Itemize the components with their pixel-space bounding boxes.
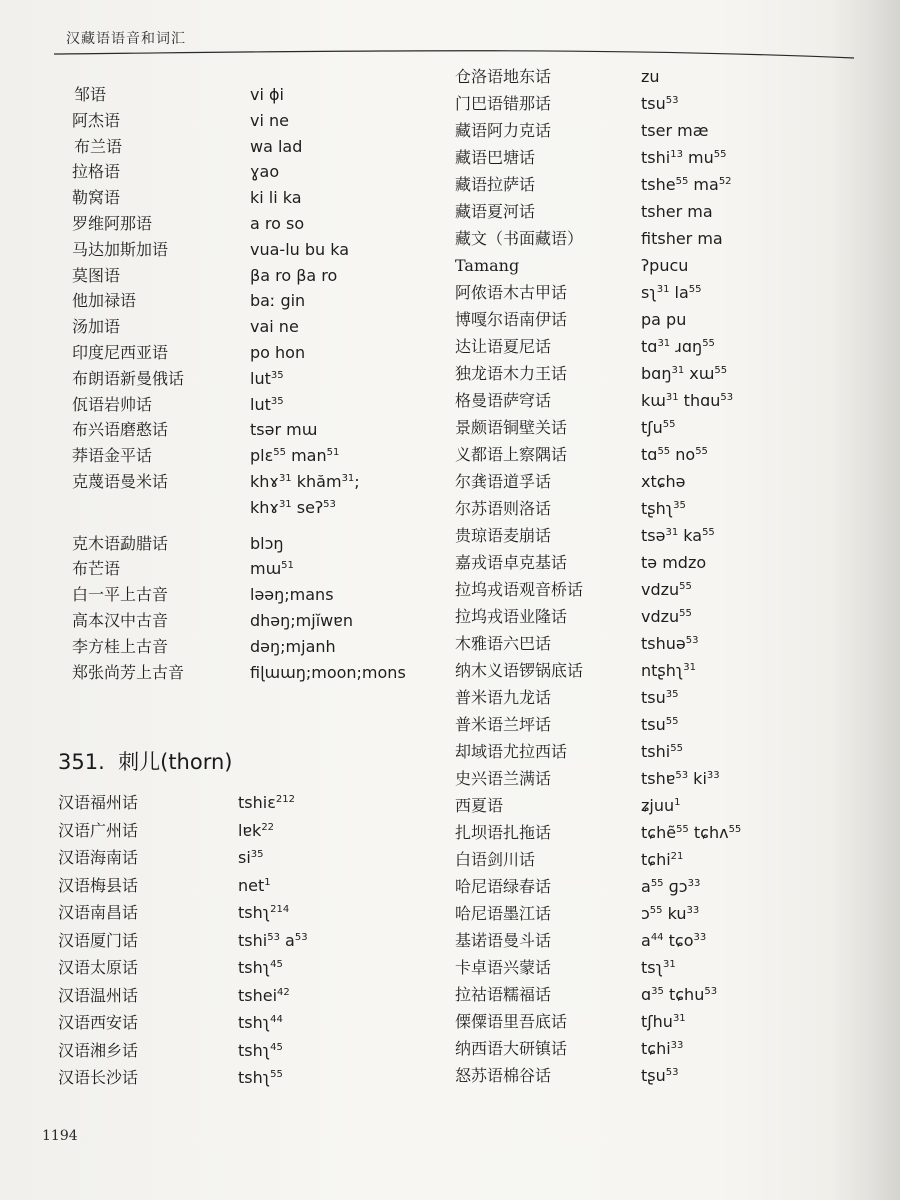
language-name: 白一平上古音 xyxy=(72,585,169,605)
entry-row xyxy=(58,930,438,958)
entry-row xyxy=(455,633,785,660)
entry-row xyxy=(58,847,438,875)
phonetic-form: tsu$^{53}$ xyxy=(641,94,679,113)
entry-row xyxy=(58,902,438,930)
phonetic-form: khɤ$^{31}$ seʔ$^{53}$ xyxy=(250,497,336,517)
phonetic-form: $si^{35}$ xyxy=(238,848,264,867)
phonetic-form: tʂu$^{53}$ xyxy=(641,1066,679,1085)
language-name: 贵琼语麦崩话 xyxy=(455,526,552,545)
entry-row xyxy=(72,584,442,610)
language-name: 藏语阿力克话 xyxy=(455,121,552,140)
entry-row xyxy=(72,213,442,239)
entry-row xyxy=(455,66,785,93)
phonetic-form: ɣao xyxy=(250,162,280,182)
language-name: 高本汉中古音 xyxy=(72,610,169,630)
entry-row xyxy=(455,930,785,957)
entry-row xyxy=(455,579,785,606)
phonetic-form: net$^1$ xyxy=(238,875,271,895)
language-name: 汉语温州话 xyxy=(58,985,139,1005)
language-name: 哈尼语墨江话 xyxy=(455,904,552,923)
language-name: 马达加斯加语 xyxy=(72,239,169,259)
entry-row xyxy=(455,282,785,309)
language-name: Tamang xyxy=(455,256,520,275)
entry-row xyxy=(72,316,442,342)
language-name: 郑张尚芳上古音 xyxy=(72,662,185,682)
language-name: 布芒语 xyxy=(72,559,121,579)
entry-row xyxy=(58,1012,438,1040)
entry-row xyxy=(72,187,442,213)
phonetic-form: lɐk$^{22}$ xyxy=(238,820,275,840)
language-name: 藏语巴塘话 xyxy=(455,148,536,167)
phonetic-form: vi ɸi xyxy=(250,85,284,104)
phonetic-form: ʔpucu xyxy=(641,256,689,275)
language-name: 拉祜语糯福话 xyxy=(455,985,552,1004)
language-name: 拉格语 xyxy=(72,162,121,182)
phonetic-form: tshi$^{55}$ xyxy=(641,742,683,761)
language-name: 罗维阿那语 xyxy=(72,213,153,233)
section-heading xyxy=(58,746,232,776)
language-name: 傈僳语里吾底话 xyxy=(455,1012,568,1031)
language-name: 汉语太原话 xyxy=(58,958,139,977)
entry-row xyxy=(455,903,785,930)
language-name: 基诺语曼斗话 xyxy=(455,931,552,950)
entry-row xyxy=(455,876,785,903)
language-name: 哈尼语绿春话 xyxy=(455,877,552,896)
language-name: 仓洛语地东话 xyxy=(455,67,552,86)
language-name: 阿杰语 xyxy=(72,110,121,130)
phonetic-form: tshiɛ$^{212}$ xyxy=(238,793,295,812)
entry-row xyxy=(455,822,785,849)
language-name: 卡卓语兴蒙话 xyxy=(455,958,552,977)
phonetic-form: tshɐ$^{53}$ $ki^{33}$ xyxy=(641,769,720,788)
language-name: 藏语夏河话 xyxy=(455,202,536,221)
language-name: 拉坞戎语业隆话 xyxy=(455,607,568,626)
entry-row xyxy=(455,120,785,147)
phonetic-form: tshʅ$^{55}$ xyxy=(238,1068,283,1087)
phonetic-form: wa lad xyxy=(250,136,303,156)
language-name: 汉语梅县话 xyxy=(58,875,139,895)
entry-row xyxy=(455,1038,785,1065)
language-name: 嘉戎语卓克基话 xyxy=(455,553,568,572)
phonetic-form: tɕhẽ$^{55}$ tɕhʌ$^{55}$ xyxy=(641,823,742,842)
language-name: 汉语西安话 xyxy=(58,1013,139,1032)
language-name: 阿侬语木古甲话 xyxy=(455,283,568,302)
language-name: 莽语金平话 xyxy=(72,446,153,466)
entry-row xyxy=(455,336,785,363)
entry-row xyxy=(455,363,785,390)
entry-row xyxy=(72,110,442,136)
entry-row xyxy=(455,957,785,984)
language-name: 却域语尤拉西话 xyxy=(455,742,568,761)
phonetic-form: bɑŋ$^{31}$ xɯ$^{55}$ xyxy=(641,364,728,383)
language-name: 藏语拉萨话 xyxy=(455,175,536,194)
entry-row xyxy=(455,741,785,768)
entry-row xyxy=(455,174,785,201)
entry-row xyxy=(455,687,785,714)
language-name: 汉语长沙话 xyxy=(58,1068,139,1087)
phonetic-form: a ro so xyxy=(250,213,305,233)
phonetic-form: ləəŋ;mans xyxy=(250,585,334,605)
section-number: 351. xyxy=(58,750,105,774)
entry-row xyxy=(455,849,785,876)
entry-row xyxy=(72,239,442,265)
language-name: 汉语海南话 xyxy=(58,848,139,867)
language-name: 李方桂上古音 xyxy=(72,636,169,656)
entry-row xyxy=(58,957,438,985)
entry-row xyxy=(58,1067,438,1095)
phonetic-form: vdzu$^{55}$ xyxy=(641,580,692,599)
language-name: 汉语广州话 xyxy=(58,820,139,840)
phonetic-form: tʂhʅ$^{35}$ xyxy=(641,499,686,518)
entry-row xyxy=(455,471,785,498)
phonetic-form: tɕhi$^{33}$ xyxy=(641,1039,684,1058)
entry-row xyxy=(72,533,442,559)
phonetic-form: tsə$^{31}$ $ka^{55}$ xyxy=(641,526,715,545)
language-name: 扎坝语扎拖话 xyxy=(455,823,552,842)
entry-row xyxy=(72,445,442,471)
phonetic-form: tshʅ$^{45}$ xyxy=(238,958,283,977)
phonetic-form: vai ne xyxy=(250,317,299,337)
phonetic-form: xtɕhə xyxy=(641,472,686,491)
language-name: 纳西语大研镇话 xyxy=(455,1039,568,1058)
entry-row xyxy=(72,497,442,523)
language-name: 汉语南昌话 xyxy=(58,903,139,922)
entry-row xyxy=(72,84,442,110)
entry-row xyxy=(72,394,442,420)
phonetic-form: tshʅ$^{44}$ xyxy=(238,1013,283,1032)
language-name: 独龙语木力王话 xyxy=(455,364,568,383)
language-name: 汉语湘乡话 xyxy=(58,1040,139,1060)
language-name: 尔龚语道孚话 xyxy=(455,472,552,491)
left-column-upper xyxy=(72,84,442,687)
language-name: 布兴语磨憨话 xyxy=(72,420,169,440)
phonetic-form: tʃu$^{55}$ xyxy=(641,418,676,437)
phonetic-form: ɑ$^{35}$ tɕhu$^{53}$ xyxy=(641,985,718,1004)
entry-row xyxy=(455,1065,785,1092)
phonetic-form: βa ro βa ro xyxy=(250,265,338,285)
language-name: 佤语岩帅话 xyxy=(72,394,153,414)
entry-row xyxy=(455,660,785,687)
entry-row xyxy=(455,525,785,552)
phonetic-form: sʅ$^{31}$ $la^{55}$ xyxy=(641,283,702,302)
entry-row xyxy=(72,136,442,162)
phonetic-form: tsu$^{55}$ xyxy=(641,715,679,734)
language-name: 博嘎尔语南伊话 xyxy=(455,310,568,329)
phonetic-form: pa pu xyxy=(641,310,687,329)
phonetic-form: baː gin xyxy=(250,291,306,311)
language-name: 汉语福州话 xyxy=(58,793,139,812)
phonetic-form: tshʅ$^{214}$ xyxy=(238,903,290,922)
phonetic-form: tshʅ$^{45}$ xyxy=(238,1040,283,1060)
phonetic-form: po hon xyxy=(250,342,306,362)
right-column xyxy=(455,66,785,1092)
language-name: 他加禄语 xyxy=(72,291,137,311)
phonetic-form: tsu$^{35}$ xyxy=(641,688,679,707)
entry-row xyxy=(58,792,438,820)
entry-row xyxy=(72,161,442,187)
language-name: 怒苏语棉谷话 xyxy=(455,1066,552,1085)
page-number: 1194 xyxy=(42,1128,78,1144)
language-name: 普米语九龙话 xyxy=(455,688,552,707)
language-name: 纳木义语锣锅底话 xyxy=(455,661,584,680)
phonetic-form: mɯ$^{51}$ xyxy=(250,559,294,579)
phonetic-form: tshuə$^{53}$ xyxy=(641,634,699,653)
entry-row xyxy=(455,390,785,417)
entry-row xyxy=(455,255,785,282)
phonetic-form: vdzu$^{55}$ xyxy=(641,607,692,626)
language-name: 克蔑语曼米话 xyxy=(72,471,169,491)
phonetic-form: tɑ$^{55}$ $no^{55}$ xyxy=(641,445,708,464)
language-name: 史兴语兰满话 xyxy=(455,769,552,788)
language-name: 尔苏语则洛话 xyxy=(455,499,552,518)
language-name: 白语剑川话 xyxy=(455,850,536,869)
phonetic-form: fiɭɯɯŋ;moon;mons xyxy=(250,662,406,682)
phonetic-form: tʃhu$^{31}$ xyxy=(641,1012,686,1031)
phonetic-form: blɔŋ xyxy=(250,533,284,553)
phonetic-form: tə mdzo xyxy=(641,553,707,572)
running-header: 汉藏语语音和词汇 xyxy=(66,31,186,47)
entry-row xyxy=(455,795,785,822)
section-title-text: 刺儿(thorn) xyxy=(118,750,233,774)
entry-row xyxy=(455,606,785,633)
language-name: 布兰语 xyxy=(74,136,123,156)
phonetic-form: tsər mɯ xyxy=(250,420,318,440)
language-name: 景颇语铜壁关话 xyxy=(455,418,568,437)
language-name: 格曼语萨穹话 xyxy=(455,391,552,410)
phonetic-form: $a^{44}$ tɕo$^{33}$ xyxy=(641,931,707,950)
language-name: 汉语厦门话 xyxy=(58,930,139,950)
entry-row xyxy=(72,290,442,316)
phonetic-form: plɛ$^{55}$ man$^{51}$ xyxy=(250,446,340,466)
language-name: 邹语 xyxy=(74,85,107,104)
language-name: 克木语勐腊话 xyxy=(72,533,169,553)
entry-row xyxy=(72,419,442,445)
entry-row xyxy=(72,662,442,688)
phonetic-form: kɯ$^{31}$ thɑu$^{53}$ xyxy=(641,391,734,410)
language-name: 义都语上察隅话 xyxy=(455,445,568,464)
entry-row xyxy=(72,342,442,368)
phonetic-form: tshi$^{53}$ $a^{53}$ xyxy=(238,930,308,950)
language-name: 布朗语新曼俄话 xyxy=(72,368,185,388)
left-column-lower xyxy=(58,792,438,1095)
language-name: 木雅语六巴话 xyxy=(455,634,552,653)
phonetic-form: tsher ma xyxy=(641,202,713,221)
phonetic-form: tser mæ xyxy=(641,121,709,140)
phonetic-form: ki li ka xyxy=(250,188,302,208)
phonetic-form: fitsher ma xyxy=(641,229,723,248)
language-name: 门巴语错那话 xyxy=(455,94,552,113)
phonetic-form: $a^{55}$ ɡɔ$^{33}$ xyxy=(641,877,701,896)
language-name: 勒窝语 xyxy=(72,188,121,208)
phonetic-form: ʑjuu$^1$ xyxy=(641,796,681,815)
entry-row xyxy=(455,93,785,120)
entry-row xyxy=(72,610,442,636)
entry-row xyxy=(455,768,785,795)
entry-row xyxy=(455,714,785,741)
entry-row xyxy=(58,1040,438,1068)
phonetic-form: lut$^{35}$ xyxy=(250,368,284,388)
entry-row xyxy=(455,309,785,336)
entry-row xyxy=(455,498,785,525)
language-name: 达让语夏尼话 xyxy=(455,337,552,356)
phonetic-form: tɕhi$^{21}$ xyxy=(641,850,684,869)
phonetic-form: tshi$^{13}$ $mu^{55}$ xyxy=(641,148,727,167)
language-name: 普米语兰坪话 xyxy=(455,715,552,734)
phonetic-form: vi ne xyxy=(250,110,289,130)
phonetic-form: zu xyxy=(641,67,660,86)
language-name: 藏文（书面藏语） xyxy=(455,229,584,248)
phonetic-form: ntʂhʅ$^{31}$ xyxy=(641,661,697,680)
entry-row xyxy=(72,471,442,497)
entry-row xyxy=(72,368,442,394)
phonetic-form: khɤ$^{31}$ khăm$^{31}$; xyxy=(250,471,360,491)
phonetic-form: lut$^{35}$ xyxy=(250,394,284,414)
entry-row xyxy=(455,228,785,255)
entry-row xyxy=(455,552,785,579)
entry-row xyxy=(58,820,438,848)
phonetic-form: dhəŋ;mjĭwɐn xyxy=(250,610,353,630)
phonetic-form: tsʅ$^{31}$ xyxy=(641,958,676,977)
phonetic-form: dəŋ;mjanh xyxy=(250,636,336,656)
language-name: 拉坞戎语观音桥话 xyxy=(455,580,584,599)
entry-row xyxy=(455,417,785,444)
phonetic-form: ɔ$^{55}$ $ku^{33}$ xyxy=(641,904,700,923)
entry-row xyxy=(72,558,442,584)
entry-row xyxy=(455,147,785,174)
entry-row xyxy=(58,875,438,903)
language-name: 印度尼西亚语 xyxy=(72,342,169,362)
language-name: 汤加语 xyxy=(72,317,121,337)
phonetic-form: tɑ$^{31}$ ɹɑŋ$^{55}$ xyxy=(641,337,715,356)
entry-row xyxy=(72,265,442,291)
phonetic-form: vua-lu bu ka xyxy=(250,239,350,259)
entry-row xyxy=(58,985,438,1013)
entry-row xyxy=(72,636,442,662)
entry-row xyxy=(455,444,785,471)
phonetic-form: tshe$^{55}$ $ma^{52}$ xyxy=(641,175,732,194)
phonetic-form: tshei$^{42}$ xyxy=(238,985,290,1005)
entry-row xyxy=(455,201,785,228)
entry-row xyxy=(455,1011,785,1038)
page-gutter-shadow xyxy=(830,0,900,1200)
language-name: 莫图语 xyxy=(72,265,121,285)
language-name: 西夏语 xyxy=(455,796,504,815)
entry-row xyxy=(455,984,785,1011)
